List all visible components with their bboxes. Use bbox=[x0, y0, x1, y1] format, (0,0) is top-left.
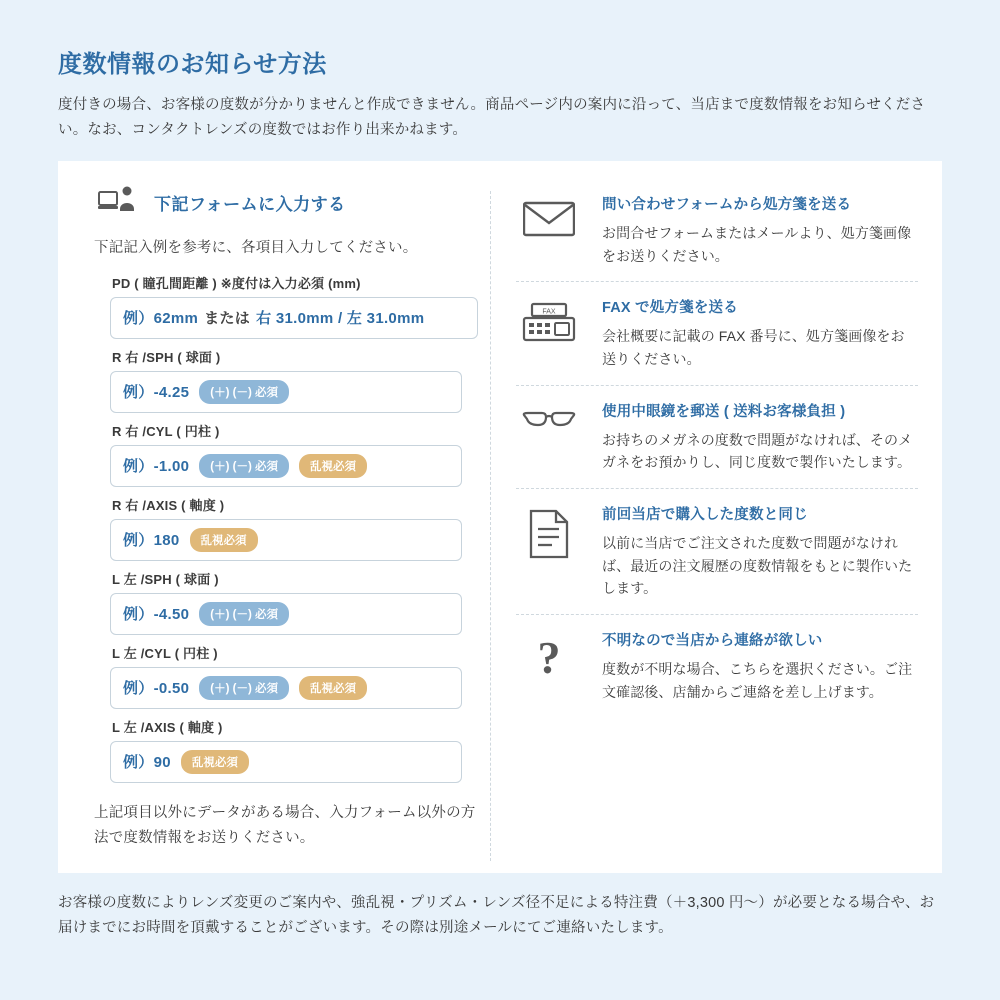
tag-required-sign: (＋) (－) 必須 bbox=[199, 676, 289, 700]
example-pd-suffix: 右 31.0mm / 左 31.0mm bbox=[256, 310, 425, 328]
method-item-mail-glasses[interactable] bbox=[516, 385, 918, 488]
field-label-l-axis: L 左 /AXIS ( 軸度 ) bbox=[112, 719, 223, 735]
field-label-l-sph: L 左 /SPH ( 球面 ) bbox=[112, 571, 219, 587]
method-text: 以前に当店でご注文された度数で問題がなければ、最近の注文履歴の度数情報をもとに製作いたします。 bbox=[602, 534, 913, 597]
method-title: 使用中眼鏡を郵送 ( 送料お客様負担 ) bbox=[602, 403, 846, 420]
method-text: お問合せフォームまたはメールより、処方箋画像をお送りください。 bbox=[602, 224, 912, 264]
field-label-r-sph: R 右 /SPH ( 球面 ) bbox=[112, 349, 221, 365]
input-r-cyl[interactable] bbox=[110, 445, 462, 487]
page-title: 度数情報のお知らせ方法 bbox=[58, 51, 327, 78]
method-text: 会社概要に記載の FAX 番号に、処方箋画像をお送りください。 bbox=[602, 328, 905, 367]
example-pd-prefix: 例）62mm bbox=[123, 310, 199, 328]
example-r-axis: 例）180 bbox=[123, 532, 180, 550]
method-title: 問い合わせフォームから処方箋を送る bbox=[602, 196, 852, 213]
example-pd-mid: または bbox=[204, 310, 251, 328]
method-text: 度数が不明な場合、こちらを選択ください。ご注文確認後、店舗からご連絡を差し上げます。 bbox=[602, 660, 913, 700]
person-laptop-icon bbox=[98, 185, 140, 220]
content-panel bbox=[58, 161, 942, 873]
tag-required-astigmatism: 乱視必須 bbox=[181, 750, 249, 774]
question-mark-icon: ? bbox=[537, 631, 561, 683]
method-item-email[interactable] bbox=[516, 179, 918, 281]
input-l-sph[interactable] bbox=[110, 593, 462, 635]
input-l-axis[interactable] bbox=[110, 741, 462, 783]
glasses-icon bbox=[516, 400, 582, 432]
input-r-sph[interactable] bbox=[110, 371, 462, 413]
method-title: 前回当店で購入した度数と同じ bbox=[602, 506, 808, 523]
field-label-pd: PD ( 瞳孔間距離 ) ※度付は入力必須 (mm) bbox=[112, 275, 361, 291]
field-r-sph bbox=[88, 347, 480, 413]
footer-note: お客様の度数によりレンズ変更のご案内や、強乱視・プリズム・レンズ径不足による特注費（＋3,300 円〜）が必要となる場合や、お届けまでにお時間を頂戴することがございます。その際は別途メールにてご連絡いたします。 bbox=[58, 894, 935, 937]
form-entry-note: 上記項目以外にデータがある場合、入力フォーム以外の方法で度数情報をお送りください。 bbox=[94, 804, 476, 846]
document-icon bbox=[516, 503, 582, 559]
example-l-cyl: 例）-0.50 bbox=[123, 680, 190, 698]
tag-required-sign: (＋) (－) 必須 bbox=[199, 454, 289, 478]
method-item-contact-me[interactable] bbox=[516, 614, 918, 717]
field-l-sph bbox=[88, 569, 480, 635]
tag-required-astigmatism: 乱視必須 bbox=[299, 676, 367, 700]
example-l-axis: 例）90 bbox=[123, 754, 171, 772]
tag-required-sign: (＋) (－) 必須 bbox=[199, 380, 289, 404]
tag-required-sign: (＋) (－) 必須 bbox=[199, 602, 289, 626]
envelope-icon bbox=[516, 193, 582, 237]
field-label-l-cyl: L 左 /CYL ( 円柱 ) bbox=[112, 645, 218, 661]
field-l-axis bbox=[88, 717, 480, 783]
field-label-r-cyl: R 右 /CYL ( 円柱 ) bbox=[112, 423, 220, 439]
field-label-r-axis: R 右 /AXIS ( 軸度 ) bbox=[112, 497, 225, 513]
input-pd[interactable] bbox=[110, 297, 478, 339]
form-entry-heading bbox=[88, 179, 480, 224]
input-r-axis[interactable] bbox=[110, 519, 462, 561]
svg-text:FAX: FAX bbox=[542, 308, 556, 316]
method-title: 不明なので当店から連絡が欲しい bbox=[602, 632, 823, 649]
field-pd bbox=[88, 273, 480, 339]
other-methods-column bbox=[492, 179, 942, 873]
fax-icon bbox=[516, 296, 582, 344]
tag-required-astigmatism: 乱視必須 bbox=[190, 528, 258, 552]
field-l-cyl bbox=[88, 643, 480, 709]
example-l-sph: 例）-4.50 bbox=[123, 606, 190, 624]
method-item-previous-order[interactable] bbox=[516, 488, 918, 614]
input-l-cyl[interactable] bbox=[110, 667, 462, 709]
example-r-sph: 例）-4.25 bbox=[123, 384, 190, 402]
method-text: お持ちのメガネの度数で問題がなければ、そのメガネをお預かりし、同じ度数で製作いたします。 bbox=[602, 431, 913, 471]
form-entry-title: 下記フォームに入力する bbox=[154, 194, 346, 214]
method-item-fax[interactable] bbox=[516, 281, 918, 384]
form-entry-subtitle: 下記記入例を参考に、各項目入力してください。 bbox=[94, 239, 418, 256]
field-r-axis bbox=[88, 495, 480, 561]
tag-required-astigmatism: 乱視必須 bbox=[299, 454, 367, 478]
field-r-cyl bbox=[88, 421, 480, 487]
form-entry-column bbox=[58, 179, 490, 873]
intro-text: 度付きの場合、お客様の度数が分かりませんと作成できません。商品ページ内の案内に沿って、当店まで度数情報をお知らせください。なお、コンタクトレンズの度数ではお作り出来かねます。 bbox=[58, 97, 926, 138]
method-title: FAX で処方箋を送る bbox=[602, 300, 738, 317]
example-r-cyl: 例）-1.00 bbox=[123, 458, 190, 476]
